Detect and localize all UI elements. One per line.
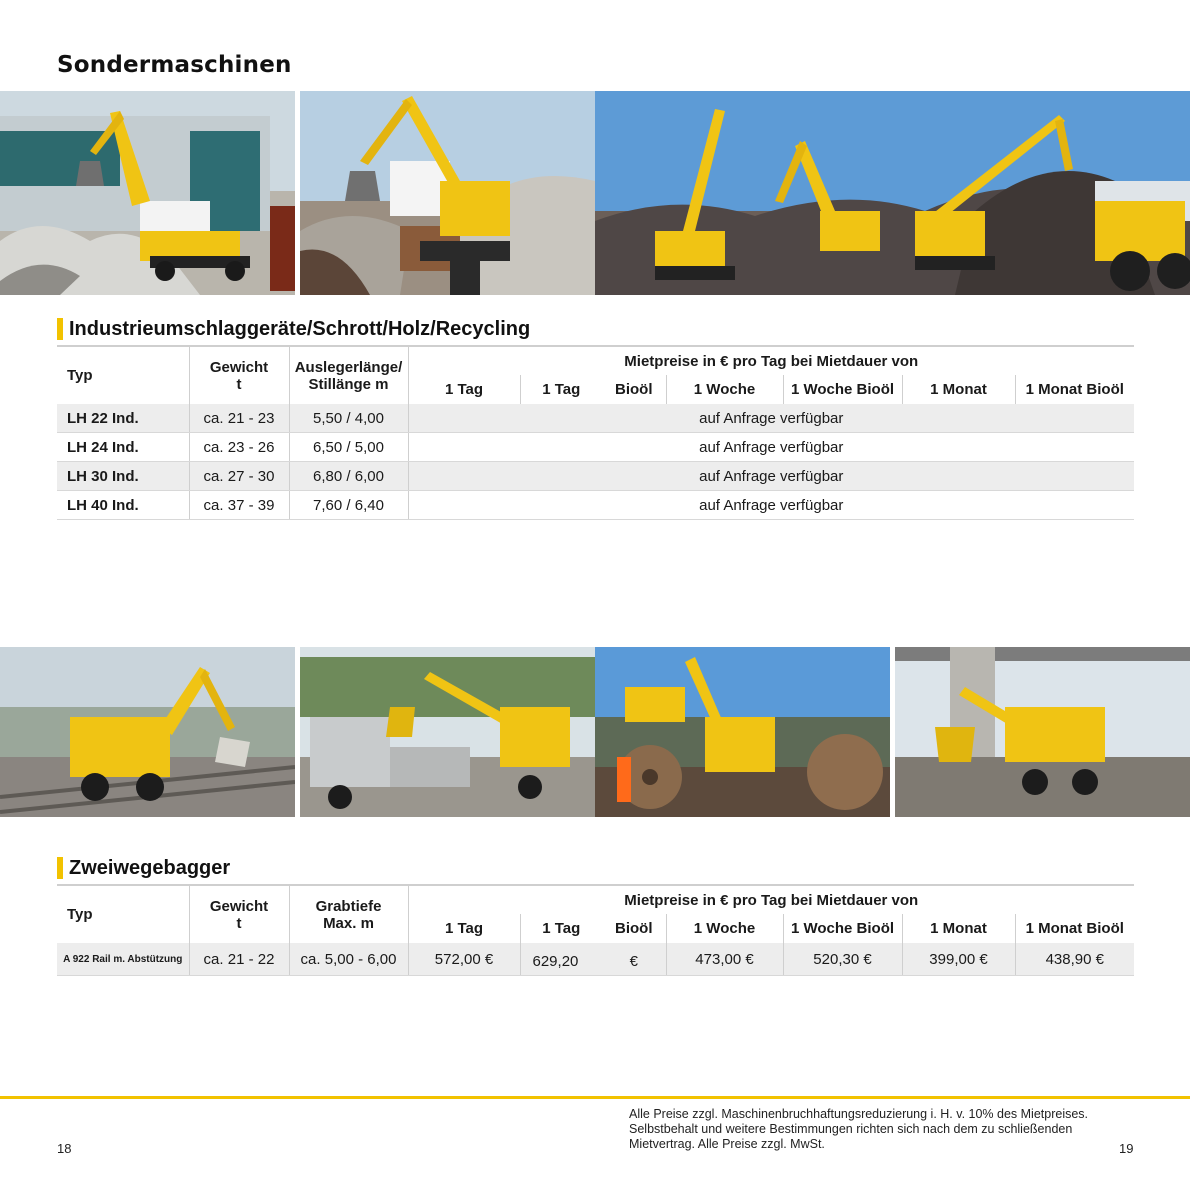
row-price-1-woche-bio: 520,30 €	[783, 943, 902, 976]
col-header-1-monat: 1 Monat	[902, 914, 1015, 943]
col-header-auslegerlaenge	[289, 346, 408, 404]
table-row	[57, 943, 1134, 976]
col-header-auslegerlaenge-line1: Auslegerlänge/	[294, 358, 403, 376]
zweiwege-rental-table	[57, 884, 1134, 976]
price-footnote: Alle Preise zzgl. Maschinenbruchhaftungsreduzierung i. H. v. 10% des Mietpreises. Selbstbehalt und weitere Bestimmungen richten sich nach dem zu schließenden Mietvertrag. Alle Preise zzgl. MwSt.	[629, 1107, 1089, 1151]
col-header-bioel: Bioöl	[615, 381, 653, 398]
col-header-1-woche: 1 Woche	[666, 914, 783, 943]
section-heading-text: Zweiwegebagger	[69, 856, 231, 879]
row-availability: auf Anfrage verfügbar	[408, 491, 1134, 520]
row-gewicht: ca. 21 - 23	[189, 404, 289, 433]
heading-accent-bar	[57, 318, 63, 340]
col-header-mietpreise: Mietpreise in € pro Tag bei Mietdauer von	[408, 885, 1134, 914]
row-price-1-tag: 572,00 €	[408, 943, 520, 976]
col-header-auslegerlaenge-line2: Stillänge m	[308, 375, 389, 393]
row-price-1-woche: 473,00 €	[666, 943, 783, 976]
col-header-typ: Typ	[57, 346, 189, 404]
col-header-mietpreise: Mietpreise in € pro Tag bei Mietdauer von	[408, 346, 1134, 375]
col-header-1-monat-bio: 1 Monat Bioöl	[1015, 375, 1134, 404]
row-price-1-monat-bio: 438,90 €	[1015, 943, 1134, 976]
col-header-gewicht-line1: Gewicht	[209, 897, 269, 915]
col-header-1-tag: 1 Tag	[408, 375, 520, 404]
row-availability: auf Anfrage verfügbar	[408, 462, 1134, 491]
heading-accent-bar	[57, 857, 63, 879]
col-header-1-woche-bio: 1 Woche Bioöl	[783, 914, 902, 943]
table-row	[57, 491, 1134, 520]
photo-rail-excavator-bridge	[895, 647, 1190, 817]
row-price-1-monat: 399,00 €	[902, 943, 1015, 976]
row-price-bioel-currency: €	[602, 943, 666, 976]
page-number-left: 18	[57, 1141, 72, 1156]
col-header-gewicht-line2: t	[236, 375, 242, 393]
photo-rail-excavator-truck	[300, 647, 595, 817]
table-row	[57, 404, 1134, 433]
row-typ: LH 40 Ind.	[57, 491, 189, 520]
table-row	[57, 433, 1134, 462]
col-header-grabtiefe	[289, 885, 408, 943]
photo-three-handlers-and-loader	[595, 91, 1190, 295]
col-header-gewicht-line2: t	[236, 914, 242, 932]
section-heading-zweiwege	[57, 856, 230, 880]
table-row	[57, 462, 1134, 491]
row-availability: auf Anfrage verfügbar	[408, 404, 1134, 433]
col-header-gewicht	[189, 346, 289, 404]
col-header-grabtiefe-line2: Max. m	[323, 914, 374, 932]
col-header-gewicht-line1: Gewicht	[209, 358, 269, 376]
col-header-1-tag: 1 Tag	[408, 914, 520, 943]
photo-rail-excavator-cable-drums	[595, 647, 890, 817]
row-typ: LH 30 Ind.	[57, 462, 189, 491]
row-gewicht: ca. 23 - 26	[189, 433, 289, 462]
row-laenge: 6,50 / 5,00	[289, 433, 408, 462]
col-header-1-monat: 1 Monat	[902, 375, 1015, 404]
col-header-gewicht	[189, 885, 289, 943]
row-laenge: 6,80 / 6,00	[289, 462, 408, 491]
industrial-rental-table	[57, 345, 1134, 520]
col-header-bioel: Bioöl	[615, 920, 653, 937]
section-heading-text: Industrieumschlaggeräte/Schrott/Holz/Recycling	[69, 317, 531, 340]
section-heading-industrial	[57, 317, 530, 341]
row-laenge: 5,50 / 4,00	[289, 404, 408, 433]
col-header-1-woche-bio: 1 Woche Bioöl	[783, 375, 902, 404]
row-typ: LH 24 Ind.	[57, 433, 189, 462]
col-header-1-monat-bio: 1 Monat Bioöl	[1015, 914, 1134, 943]
photo-material-handler-scrapyard	[0, 91, 295, 295]
photo-rail-excavator-track	[0, 647, 295, 817]
col-header-grabtiefe-line1: Grabtiefe	[315, 897, 382, 915]
row-grabtiefe: ca. 5,00 - 6,00	[289, 943, 408, 976]
col-header-1-tag-bio: 1 Tag	[520, 375, 602, 404]
page-title: Sondermaschinen	[57, 52, 292, 78]
row-availability: auf Anfrage verfügbar	[408, 433, 1134, 462]
page-number-right: 19	[1119, 1141, 1134, 1156]
row-typ: LH 22 Ind.	[57, 404, 189, 433]
row-price-1-tag-bio: 629,20	[520, 943, 602, 976]
photo-material-handler-front	[300, 91, 595, 295]
row-gewicht: ca. 27 - 30	[189, 462, 289, 491]
col-header-1-tag-bio: 1 Tag	[520, 914, 602, 943]
row-typ: A 922 Rail m. Abstützung	[57, 943, 189, 976]
col-header-1-woche: 1 Woche	[666, 375, 783, 404]
row-gewicht: ca. 21 - 22	[189, 943, 289, 976]
row-gewicht: ca. 37 - 39	[189, 491, 289, 520]
footer-accent-line	[0, 1096, 1190, 1099]
col-header-typ: Typ	[57, 885, 189, 943]
row-laenge: 7,60 / 6,40	[289, 491, 408, 520]
